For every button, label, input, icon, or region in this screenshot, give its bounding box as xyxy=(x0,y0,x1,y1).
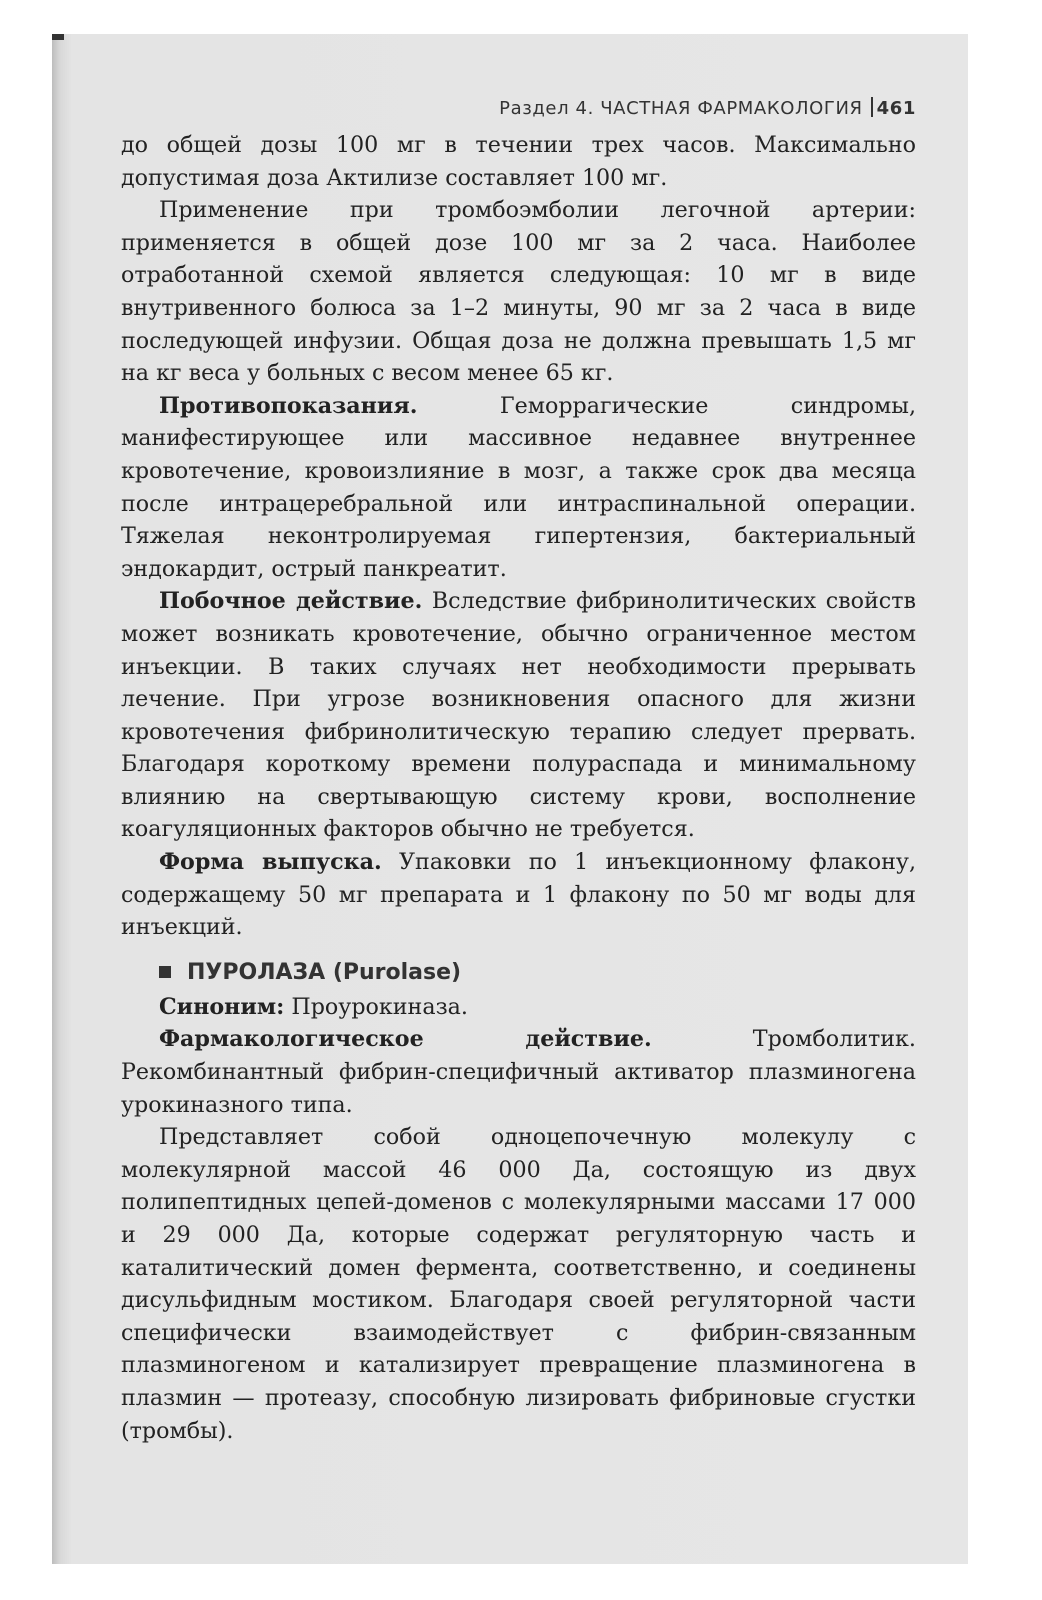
paragraph-dose-continuation: до общей дозы 100 мг в течении трех часов. Максимально допустимая доза Актилизе составляет 100 мг. xyxy=(121,132,916,191)
book-page xyxy=(121,94,916,1447)
drug-heading xyxy=(159,958,916,988)
scan-edge-shadow xyxy=(52,34,64,40)
page-number: 461 xyxy=(876,98,916,119)
paragraph-contraindications xyxy=(121,390,916,586)
drug-heading-text: ПУРОЛАЗА (Purolase) xyxy=(187,959,462,985)
running-header xyxy=(121,94,916,124)
paragraph-pulmonary-embolism: Применение при тромбоэмболии легочной артерии: применяется в общей дозе 100 мг за 2 часа. Наиболее отработанной схемой является следующая: 10 мг в виде внутривенного болюса за 1–2 минуты, 90 мг за 2 часа в виде последующей инфузии. Общая доза не должна превышать 1,5 мг на кг веса у больных с весом менее 65 кг. xyxy=(121,197,916,387)
page-body xyxy=(121,129,916,1447)
section-title: Раздел 4. ЧАСТНАЯ ФАРМАКОЛОГИЯ xyxy=(499,98,863,119)
pharmacological-action-label: Фармакологическое действие. xyxy=(159,1026,652,1053)
paragraph-release-form xyxy=(121,846,916,944)
bullet-square-icon xyxy=(159,966,171,978)
release-form-text: Упаковки по 1 инъекционному флакону, содержащему 50 мг препарата и 1 флакону по 50 мг воды для инъекций. xyxy=(121,849,916,941)
pharmacological-action-text: Тромболитик. Рекомбинантный фибрин-специфичный активатор плазминогена урокиназного типа. xyxy=(121,1026,916,1118)
contraindications-label: Противопоказания. xyxy=(159,392,418,419)
paragraph-molecule-description: Представляет собой одноцепочечную молекулу с молекулярной массой 46 000 Да, состоящую из двух полипептидных цепей-доменов с молекулярными массами 17 000 и 29 000 Да, которые содержат регуляторную часть и каталитический домен фермента, соответственно, и соединены дисульфидным мостиком. Благодаря своей регуляторной части специфически взаимодействует с фибрин-связанным плазминогеном и катализирует превращение плазминогена в плазмин — протеазу, способную лизировать фибриновые сгустки (тромбы). xyxy=(121,1124,916,1444)
paragraph-side-effects xyxy=(121,585,916,846)
synonym-label: Синоним: xyxy=(159,993,285,1020)
paragraph-pharmacological-action xyxy=(121,1023,916,1121)
side-effects-label: Побочное действие. xyxy=(159,588,423,615)
contraindications-text: Геморрагические синдромы, манифестирующее или массивное недавнее внутреннее кровотечение, кровоизлияние в мозг, а также срок два месяца после интрацеребральной или интраспинальной операции. Тяжелая неконтролируемая гипертензия, бактериальный эндокардит, острый панкреатит. xyxy=(121,392,916,582)
header-separator xyxy=(871,97,873,117)
side-effects-text: Вследствие фибринолитических свойств может возникать кровотечение, обычно ограниченное местом инъекции. В таких случаях нет необходимости прерывать лечение. При угрозе возникновения опасного для жизни кровотечения фибринолитическую терапию следует прервать. Благодаря короткому времени полураспада и минимальному влиянию на свертывающую систему крови, восполнение коагуляционных факторов обычно не требуется. xyxy=(121,588,916,843)
release-form-label: Форма выпуска. xyxy=(159,849,382,876)
synonym-text: Проурокиназа. xyxy=(284,993,468,1020)
paragraph-synonym xyxy=(121,991,916,1024)
